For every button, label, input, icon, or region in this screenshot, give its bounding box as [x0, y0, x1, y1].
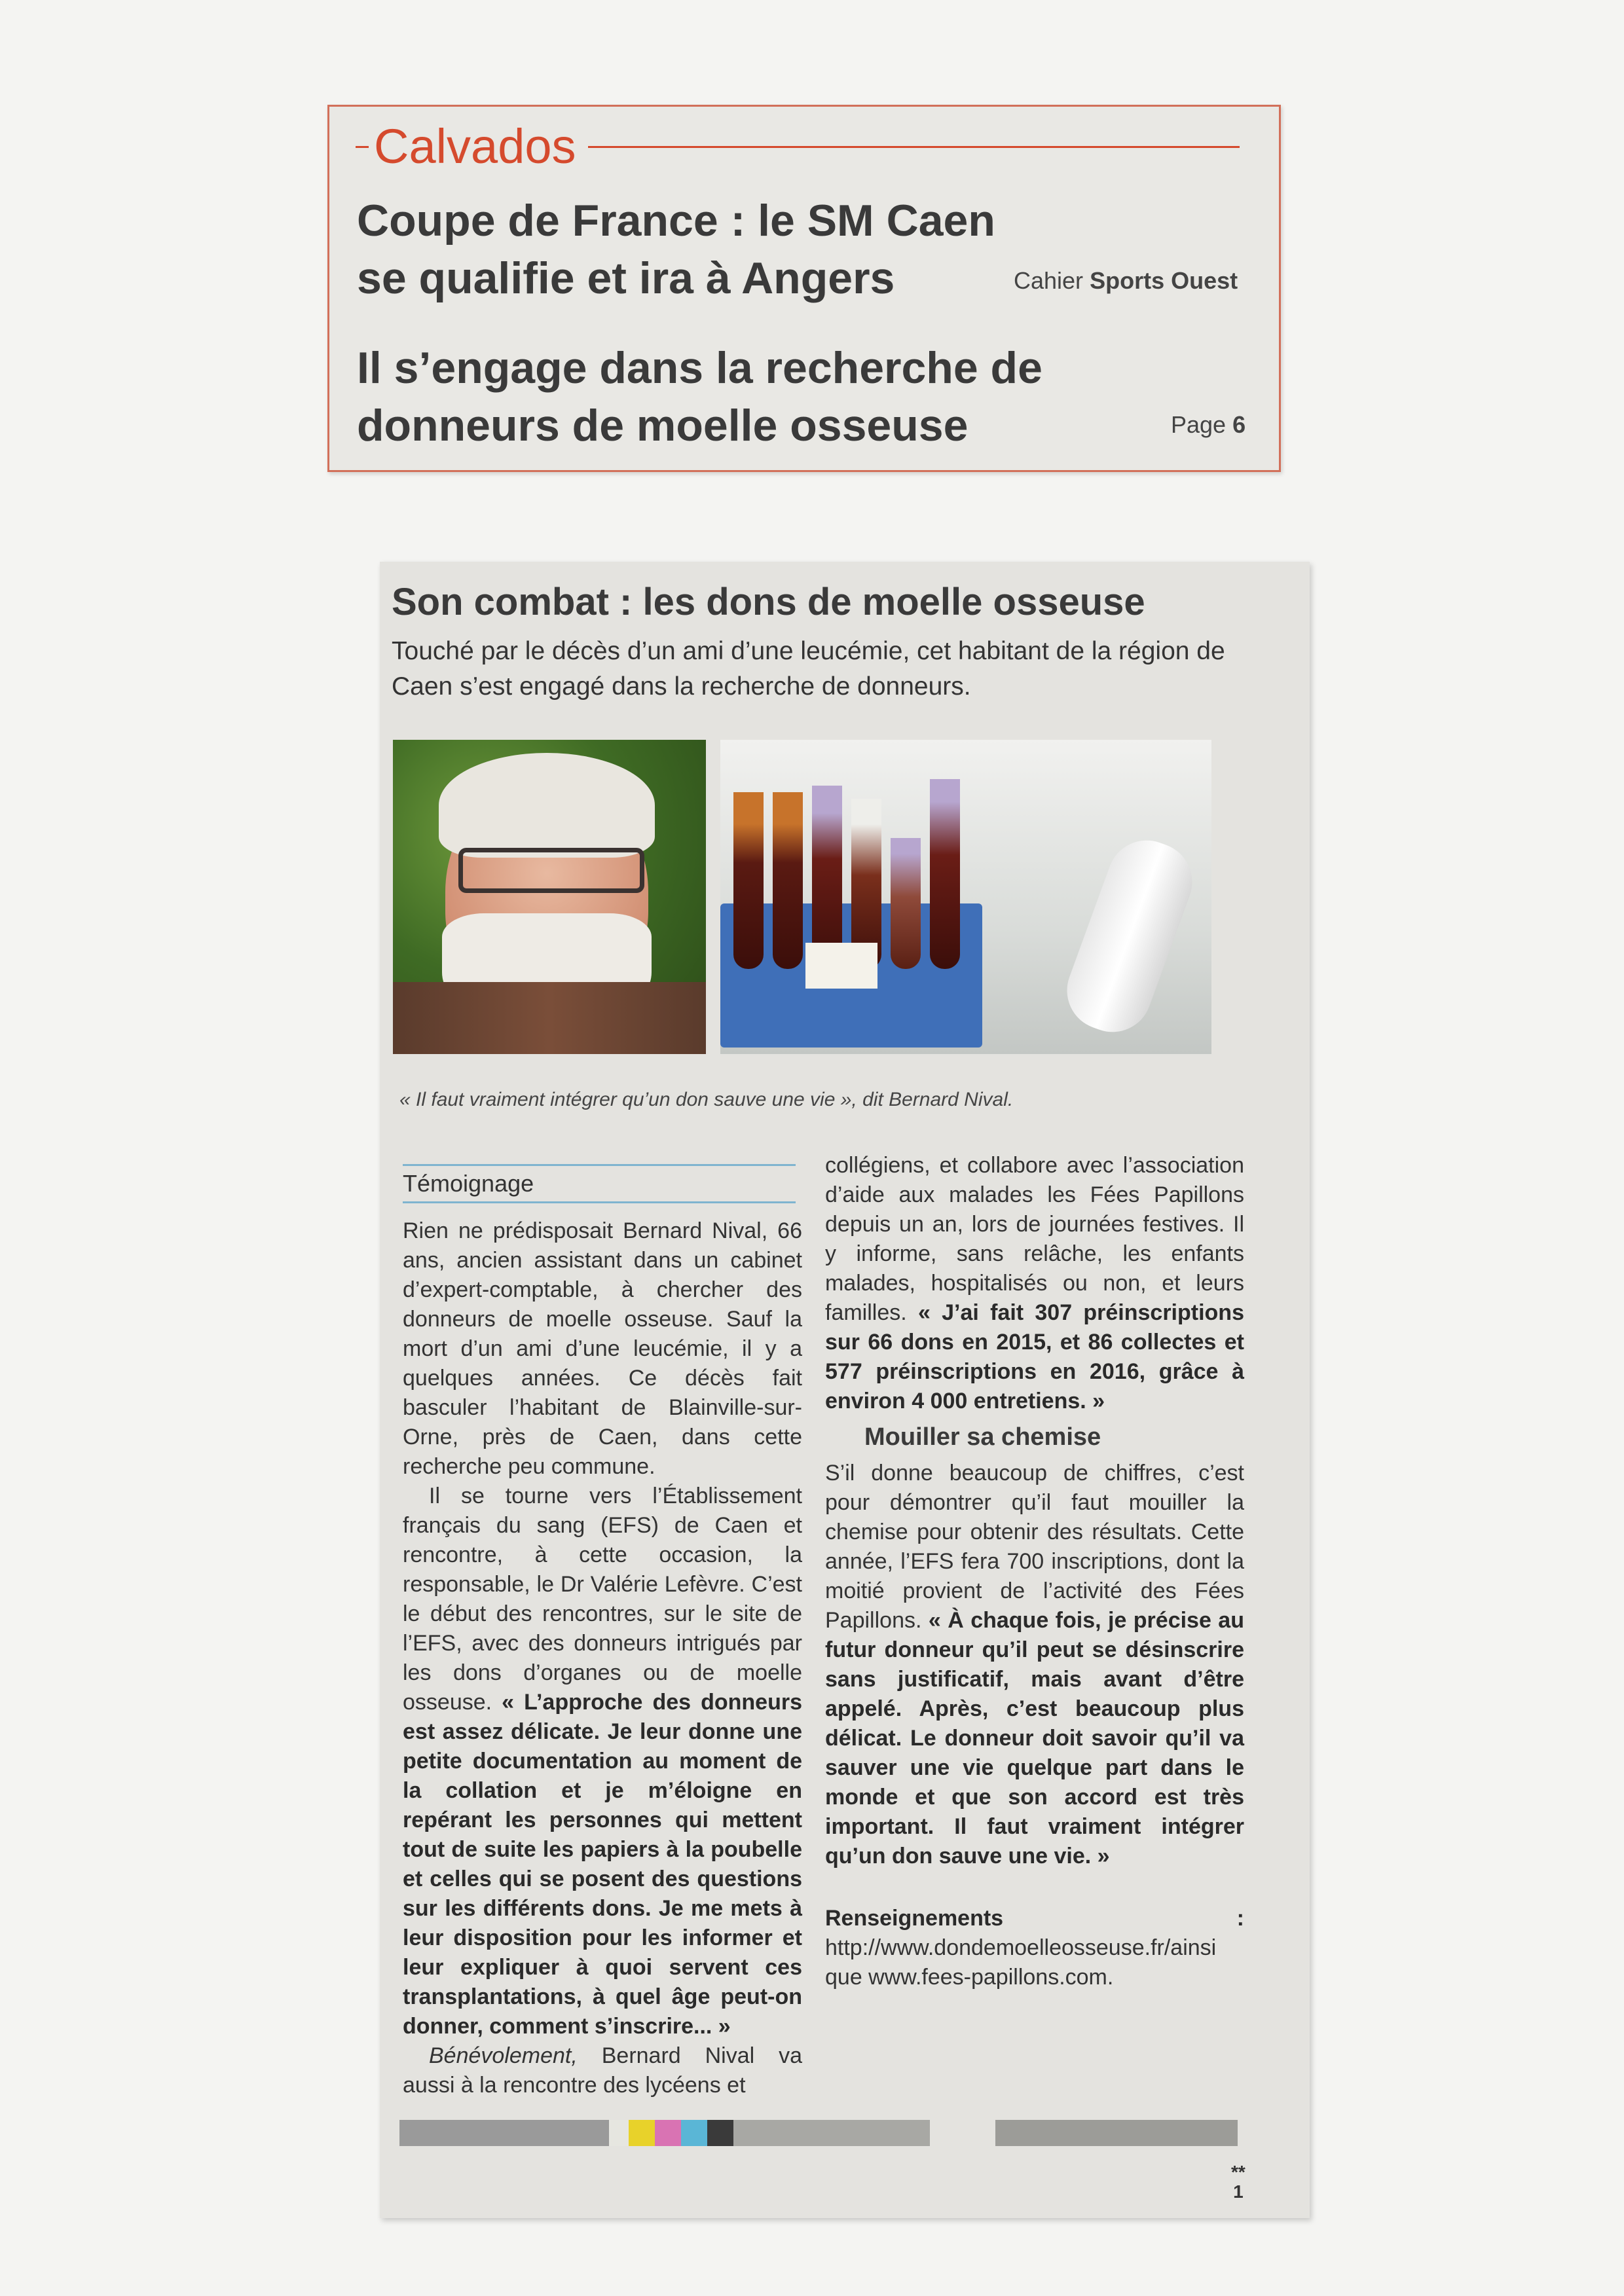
- color-swatch: [609, 2120, 629, 2146]
- section-label: Calvados: [369, 118, 588, 174]
- article-title: Son combat : les dons de moelle osseuse: [392, 581, 1145, 623]
- photo-caption: « Il faut vraiment intégrer qu’un don sauve une vie », dit Bernard Nival.: [399, 1089, 1014, 1110]
- glasses-shape: [458, 848, 644, 893]
- hair-shape: [439, 753, 655, 858]
- color-swatch: [655, 2120, 681, 2146]
- jacket-shape: [393, 982, 706, 1054]
- page-prefix: Page: [1171, 411, 1227, 438]
- color-swatch: [629, 2120, 655, 2146]
- info-label: Renseignements :: [825, 1906, 1244, 1931]
- cahier-prefix: Cahier: [1014, 267, 1084, 294]
- info-link-text: http://www.dondemoelleosseuse.fr/ainsi que www.fees-papillons.com.: [825, 1935, 1217, 1990]
- paragraph: [825, 1459, 1244, 1871]
- column-left: [403, 1216, 802, 2100]
- paragraph-text: Bernard Nival va aussi à la rencontre des lycéens et: [403, 2043, 802, 2098]
- headline-clipping: [327, 105, 1281, 472]
- color-swatch: [399, 2120, 609, 2146]
- italic-text: Bénévolement,: [429, 2043, 578, 2068]
- page-number: 6: [1232, 411, 1246, 438]
- color-swatch: [995, 2120, 1238, 2146]
- portrait-photo: [393, 740, 706, 1054]
- paragraph-text: Il se tourne vers l’Établissement français du sang (EFS) de Caen et rencontre, à cette occasion, la responsable, le Dr Valérie Lefèvre. C’est le début des rencontres, sur le site de l’EFS, avec des donneurs intrigués par les dons d’organes ou de moelle osseuse.: [403, 1484, 802, 1715]
- headline-sport: Coupe de France : le SM Caen se qualifie et ira à Angers: [357, 196, 995, 303]
- bandage-roll: [1056, 829, 1204, 1043]
- subheading: Mouiller sa chemise: [864, 1423, 1101, 1451]
- article-clipping: [380, 562, 1310, 2218]
- print-color-bar: [399, 2120, 1238, 2146]
- quote-text: « À chaque fois, je précise au futur donneur qu’il peut se désinscrire sans justificatif, mais avant d’être appelé. Après, c’est beaucoup plus délicat. Le donneur doit savoir qu’il va sauver une vie quelque part dans le monde et que son accord est très important. Il faut vraiment intégrer qu’un don sauve une vie. »: [825, 1608, 1244, 1868]
- quote-text: « J’ai fait 307 préinscriptions sur 66 dons en 2015, et 86 collectes et 577 préinscriptions en 2016, grâce à environ 4 000 entretiens. »: [825, 1300, 1244, 1413]
- tube: [891, 838, 921, 969]
- color-swatch: [681, 2120, 707, 2146]
- paragraph: [403, 2041, 802, 2100]
- info-paragraph: [825, 1904, 1244, 1992]
- paragraph-text: collégiens, et collabore avec l’association d’aide aux malades les Fées Papillons depuis un an, lors de journées festives. Il y informe, sans relâche, les enfants malades, hospitalisés ou non, et leurs familles.: [825, 1153, 1244, 1325]
- page-reference: [1171, 411, 1246, 439]
- tube: [773, 792, 803, 969]
- paragraph: [825, 1151, 1244, 1416]
- color-swatch: [707, 2120, 733, 2146]
- paragraph-text: S’il donne beaucoup de chiffres, c’est pour démontrer qu’il faut mouiller la chemise pour obtenir des résultats. Cette année, l’EFS fera 700 inscriptions, dont la moitié provient de l’activité des Fées Papillons.: [825, 1461, 1244, 1633]
- article-lead: Touché par le décès d’un ami d’une leucémie, cet habitant de la région de Caen s’est engagé dans la recherche de donneurs.: [392, 637, 1225, 701]
- tube: [930, 779, 960, 969]
- page-mark-stars: **: [1231, 2162, 1246, 2182]
- cahier-reference: [1014, 267, 1238, 295]
- rack-label: [805, 943, 877, 989]
- paragraph: Rien ne prédisposait Bernard Nival, 66 ans, ancien assistant dans un cabinet d’expert-comptable, à chercher des donneurs de moelle osseuse. Sauf la mort d’un ami d’une leucémie, il y a quelques années. Ce décès fait basculer l’habitant de Blainville-sur-Orne, près de Caen, dans cette recherche peu commune.: [403, 1218, 802, 1479]
- paragraph: [403, 1482, 802, 2041]
- tube: [733, 792, 764, 969]
- headline-bone-marrow: Il s’engage dans la recherche de donneurs de moelle osseuse: [357, 343, 1043, 450]
- section-temoignage: Témoignage: [403, 1164, 796, 1203]
- lab-tubes-photo: [720, 740, 1211, 1054]
- color-swatch: [733, 2120, 930, 2146]
- color-swatch: [930, 2120, 995, 2146]
- page-mark-number: 1: [1233, 2181, 1244, 2202]
- page-mark: [1231, 2162, 1246, 2202]
- column-right: [825, 1151, 1244, 1992]
- quote-text: « L’approche des donneurs est assez délicate. Je leur donne une petite documentation au moment de la collation et je m’éloigne en repérant les personnes qui mettent tout de suite les papiers à la poubelle et celles qui se posent des questions sur les différents dons. Je me mets à leur disposition pour les informer et leur expliquer à quoi servent ces transplantations, à quel âge peut-on donner, comment s’inscrire... »: [403, 1690, 802, 2039]
- tube: [812, 786, 842, 969]
- cahier-name: Sports Ouest: [1090, 267, 1238, 294]
